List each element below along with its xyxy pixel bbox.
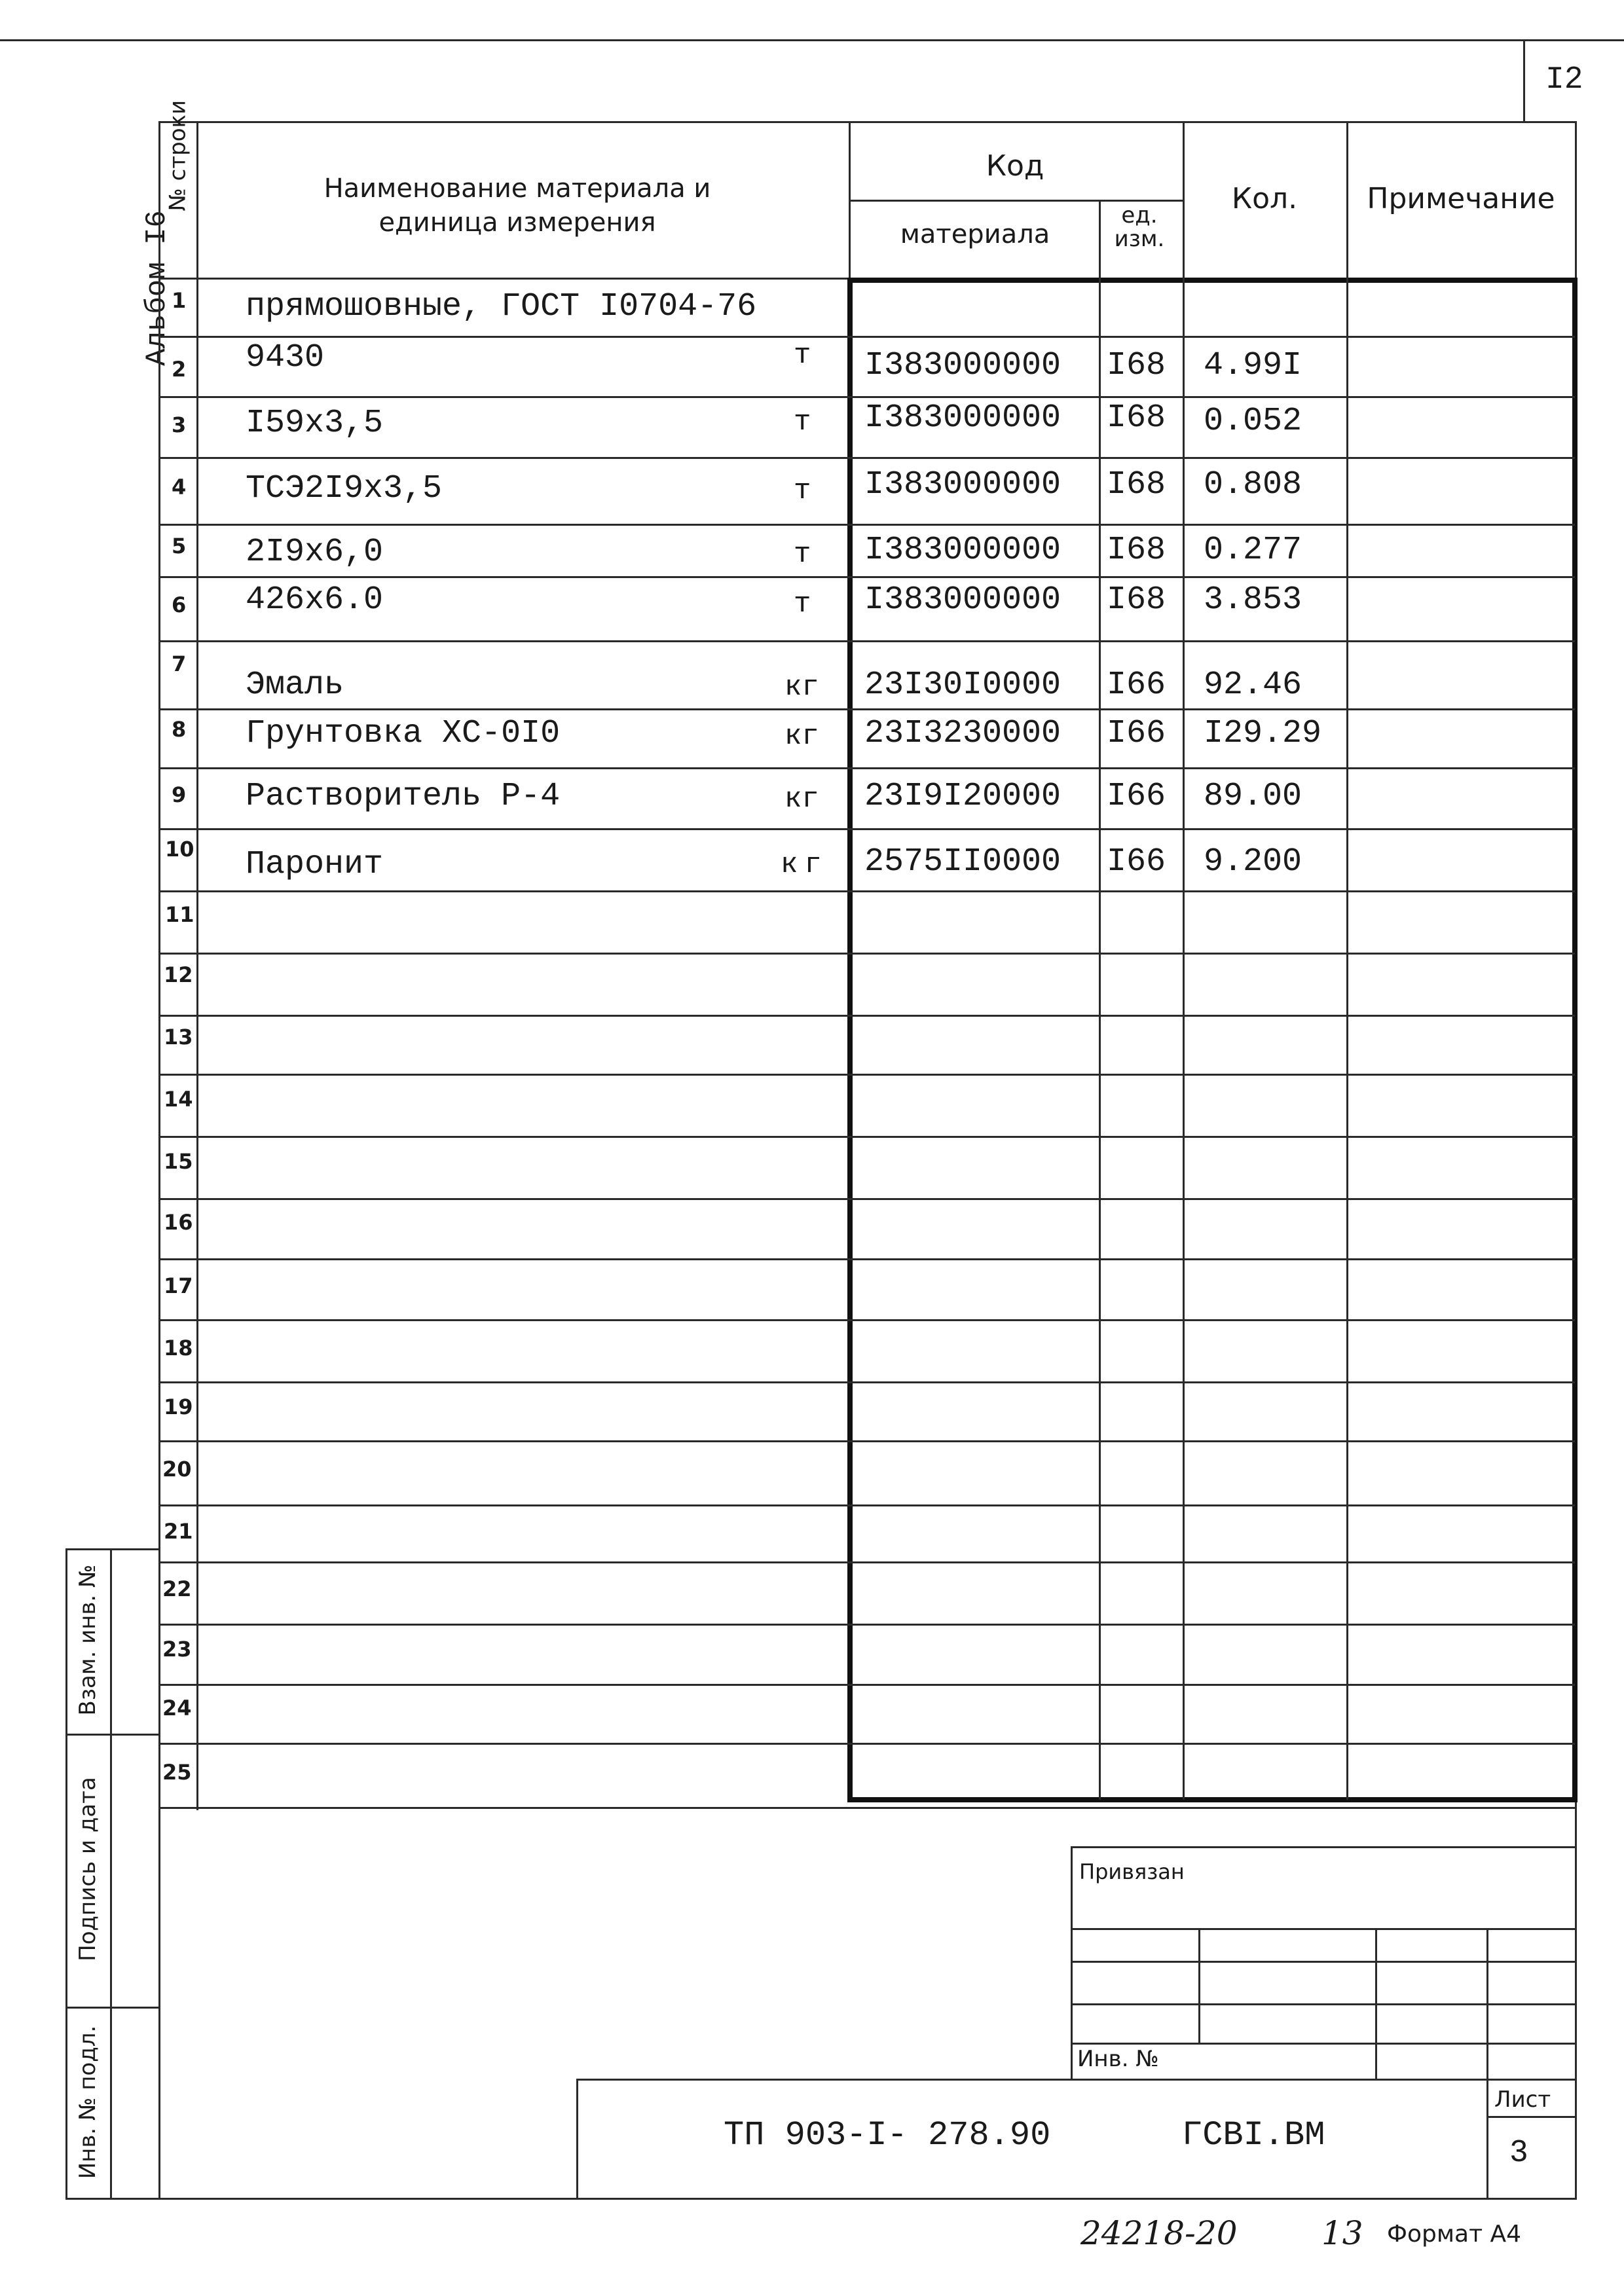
row-unit-code: I68 bbox=[1107, 581, 1166, 619]
row-line bbox=[158, 1624, 1575, 1626]
row-qty: 3.853 bbox=[1204, 581, 1302, 619]
doc-code: ГСВI.ВМ bbox=[1182, 2116, 1325, 2155]
sheet-label: Лист bbox=[1494, 2086, 1551, 2113]
row-number: 24 bbox=[162, 1696, 192, 1721]
row-line bbox=[158, 1319, 1575, 1321]
privyazan-grid-2 bbox=[1071, 1961, 1575, 1963]
row-line bbox=[158, 640, 1575, 642]
privyazan-grid-4 bbox=[1071, 2043, 1575, 2045]
row-qty: 0.808 bbox=[1204, 466, 1302, 503]
header-note: Примечание bbox=[1367, 182, 1555, 215]
row-line bbox=[158, 1258, 1575, 1260]
row-code: I383000000 bbox=[864, 466, 1061, 503]
rownum-col-border bbox=[196, 121, 198, 1810]
row-name: Паронит bbox=[246, 846, 384, 883]
row-code: I383000000 bbox=[864, 532, 1061, 569]
row-unit: кг bbox=[784, 783, 819, 816]
row-code: 23I3230000 bbox=[864, 715, 1061, 752]
row-number: 20 bbox=[162, 1457, 192, 1482]
designation: ТП 903-I- 278.90 bbox=[724, 2116, 1051, 2155]
title-block-left bbox=[576, 2079, 578, 2200]
row-unit: т bbox=[794, 406, 811, 439]
row-line bbox=[158, 1015, 1575, 1017]
row-number: 19 bbox=[164, 1394, 193, 1419]
row-number: 12 bbox=[164, 962, 193, 987]
row-line bbox=[158, 1743, 1575, 1745]
data-block-left bbox=[847, 278, 853, 1800]
row-number: 9 bbox=[172, 782, 187, 807]
row-line bbox=[158, 1440, 1575, 1442]
row-name: Растворитель Р-4 bbox=[246, 778, 561, 815]
data-block-top bbox=[849, 278, 1578, 283]
side-label-inv-podl: Инв. № подл. bbox=[75, 2025, 101, 2179]
row-line bbox=[158, 767, 1575, 769]
row-number: 2 bbox=[172, 357, 187, 382]
privyazan-top bbox=[1071, 1846, 1575, 1848]
row-unit: т bbox=[794, 538, 811, 571]
header-row-no: № строки bbox=[164, 100, 191, 211]
privyazan-label: Привязан bbox=[1079, 1859, 1185, 1884]
format-label: Формат А4 bbox=[1387, 2221, 1522, 2248]
row-unit-code: I66 bbox=[1107, 843, 1166, 881]
row-number: 17 bbox=[164, 1273, 193, 1298]
row-number: 25 bbox=[162, 1760, 192, 1785]
row-code: I383000000 bbox=[864, 347, 1061, 384]
side-stamp-outer-left bbox=[65, 1548, 67, 2200]
row-number: 1 bbox=[172, 288, 187, 313]
sheet-split bbox=[1486, 2116, 1575, 2118]
row-code: I383000000 bbox=[864, 581, 1061, 619]
row-line bbox=[158, 828, 1575, 830]
side-stamp-sep2 bbox=[65, 2007, 158, 2009]
page-number: I2 bbox=[1545, 62, 1583, 98]
row-name: 9430 bbox=[246, 339, 325, 376]
header-name: Наименование материала и единица измерения bbox=[323, 173, 711, 238]
privyazan-grid-1 bbox=[1071, 1928, 1575, 1930]
row-name: ТСЭ2I9x3,5 bbox=[246, 470, 443, 507]
row-unit-code: I68 bbox=[1107, 466, 1166, 503]
row-unit-code: I68 bbox=[1107, 399, 1166, 437]
row-line bbox=[158, 524, 1575, 526]
title-block-top bbox=[576, 2079, 1575, 2081]
data-block-right bbox=[1572, 278, 1578, 1800]
row-name: прямошовные, ГОСТ I0704-76 bbox=[246, 288, 757, 325]
row-unit: кг bbox=[784, 720, 819, 753]
table-top-border bbox=[158, 121, 1577, 123]
page-number-divider bbox=[1523, 39, 1525, 121]
row-qty: 92.46 bbox=[1204, 666, 1302, 704]
row-line bbox=[158, 396, 1575, 398]
header-qty: Кол. bbox=[1231, 182, 1298, 215]
row-unit-code: I68 bbox=[1107, 347, 1166, 384]
row-line bbox=[158, 953, 1575, 955]
row-line bbox=[158, 1198, 1575, 1200]
row-line bbox=[158, 1684, 1575, 1686]
row-number: 11 bbox=[165, 902, 194, 927]
row-number: 16 bbox=[164, 1210, 193, 1235]
header-bottom bbox=[158, 278, 850, 280]
row-number: 8 bbox=[172, 717, 187, 742]
row-line bbox=[158, 576, 1575, 578]
sheet-number: 3 bbox=[1509, 2136, 1528, 2171]
row-number: 13 bbox=[164, 1025, 193, 1049]
row-unit-code: I66 bbox=[1107, 778, 1166, 815]
col-line-unit bbox=[1099, 278, 1101, 1800]
row-line bbox=[158, 1561, 1575, 1563]
row-qty: 89.00 bbox=[1204, 778, 1302, 815]
row-number: 3 bbox=[172, 412, 187, 437]
row-line bbox=[158, 708, 1575, 710]
inv-no-label: Инв. № bbox=[1077, 2046, 1159, 2072]
row-number: 15 bbox=[164, 1149, 193, 1174]
row-line bbox=[158, 457, 1575, 459]
side-label-podpis: Подпись и дата bbox=[75, 1777, 101, 1961]
header-code-material: материала bbox=[900, 219, 1050, 249]
row-code: 2575II0000 bbox=[864, 843, 1061, 881]
header-code-unit: ед. изм. bbox=[1114, 202, 1165, 252]
row-number: 5 bbox=[172, 534, 187, 558]
row-qty: 9.200 bbox=[1204, 843, 1302, 881]
row-number: 6 bbox=[172, 592, 187, 617]
row-number: 18 bbox=[164, 1336, 193, 1360]
row-line bbox=[158, 1807, 1575, 1809]
row-number: 14 bbox=[164, 1087, 193, 1112]
top-rule bbox=[0, 39, 1624, 41]
row-line bbox=[158, 890, 1575, 892]
row-name: Эмаль bbox=[246, 666, 344, 704]
row-name: 426x6.0 bbox=[246, 581, 384, 619]
handwritten-number: 24218-20 bbox=[1080, 2214, 1238, 2252]
col-line-qty bbox=[1183, 278, 1185, 1800]
row-qty: I29.29 bbox=[1204, 715, 1322, 752]
row-number: 21 bbox=[164, 1519, 193, 1544]
handwritten-count: 13 bbox=[1321, 2214, 1363, 2252]
col-border-qty-left bbox=[1183, 121, 1185, 278]
row-code: I383000000 bbox=[864, 399, 1061, 437]
side-stamp-sep1 bbox=[65, 1734, 158, 1736]
row-unit-code: I68 bbox=[1107, 532, 1166, 569]
row-number: 10 bbox=[165, 837, 194, 862]
col-border-note-left bbox=[1346, 121, 1348, 278]
row-qty: 0.277 bbox=[1204, 532, 1302, 569]
row-qty: 4.99I bbox=[1204, 347, 1302, 384]
privyazan-col-3 bbox=[1486, 1928, 1488, 2198]
row-number: 4 bbox=[172, 475, 187, 500]
row-number: 7 bbox=[172, 651, 187, 676]
row-code: 23I30I0000 bbox=[864, 666, 1061, 704]
row-name: I59x3,5 bbox=[246, 405, 384, 442]
row-unit: кг bbox=[784, 671, 819, 704]
row-name: Грунтовка ХС-0I0 bbox=[246, 715, 561, 752]
row-name: 2I9x6,0 bbox=[246, 534, 384, 571]
privyazan-col-2 bbox=[1375, 1928, 1377, 2079]
col-border-code-left bbox=[849, 121, 851, 278]
row-line bbox=[158, 336, 1575, 338]
row-unit: т bbox=[794, 475, 811, 507]
header-code-split bbox=[850, 200, 1183, 202]
row-unit: т bbox=[794, 588, 811, 621]
data-block-bottom bbox=[847, 1797, 1578, 1802]
side-stamp-bottom bbox=[65, 2198, 1577, 2200]
row-unit-code: I66 bbox=[1107, 715, 1166, 752]
row-number: 22 bbox=[162, 1576, 192, 1601]
side-stamp-inner bbox=[110, 1548, 112, 2200]
side-label-vzam: Взам. инв. № bbox=[75, 1564, 101, 1716]
row-number: 23 bbox=[162, 1637, 192, 1662]
row-line bbox=[158, 1136, 1575, 1138]
album-label: Альбом I6 bbox=[141, 210, 174, 366]
privyazan-col-1 bbox=[1198, 1928, 1200, 2043]
row-code: 23I9I20000 bbox=[864, 778, 1061, 815]
side-stamp-top bbox=[65, 1548, 158, 1550]
row-line bbox=[158, 1504, 1575, 1506]
privyazan-grid-3 bbox=[1071, 2003, 1575, 2005]
row-line bbox=[158, 1074, 1575, 1076]
header-code: Код bbox=[986, 149, 1044, 183]
row-unit-code: I66 bbox=[1107, 666, 1166, 704]
table-left-border bbox=[158, 121, 160, 2200]
row-qty: 0.052 bbox=[1204, 403, 1302, 440]
row-unit: т bbox=[794, 339, 811, 372]
row-unit: кг bbox=[781, 848, 828, 881]
col-line-note bbox=[1346, 278, 1348, 1800]
col-border-unit-left bbox=[1099, 200, 1101, 278]
row-line bbox=[158, 1381, 1575, 1383]
